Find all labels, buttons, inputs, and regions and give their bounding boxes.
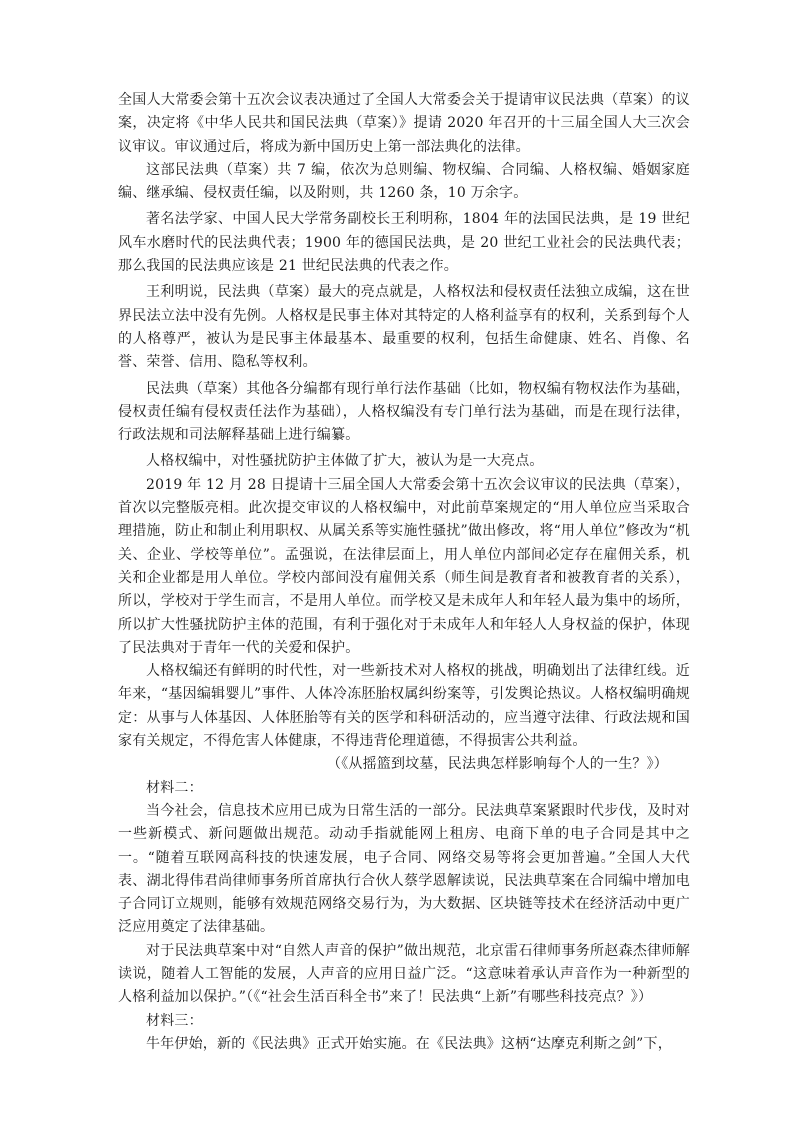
paragraph: 全国人大常委会第十五次会议表决通过了全国人大常委会关于提请审议民法典（草案）的议案，决定将《中华人民共和国民法典（草案）》提请 2020 年召开的十三届全国人大三次会议审议。审议通过后，将成为新中国历史上第一部法典化的法律。 — [118, 92, 690, 155]
paragraph: 这部民法典（草案）共 7 编，依次为总则编、物权编、合同编、人格权编、婚姻家庭编、继承编、侵权责任编，以及附则，共 1260 条，10 万余字。 — [118, 161, 690, 202]
paragraph: 对于民法典草案中对“自然人声音的保护”做出规范，北京雷石律师事务所赵森杰律师解读说，随着人工智能的发展，人声音的应用日益广泛。“这意味着承认声音作为一种新型的人格利益加以保护。”（《“社会生活百科全书”来了！民法典“上新”有哪些科技亮点？》） — [118, 942, 690, 1006]
paragraph: 2019 年 12 月 28 日提请十三届全国人大常委会第十五次会议审议的民法典（草案），首次以完整版亮相。此次提交审议的人格权编中，对此前草案规定的“用人单位应当采取合理措施，防止和制止利用职权、从属关系等实施性骚扰”做出修改，将“用人单位”修改为“机关、企业、学校等单位”。孟强说，在法律层面上，用人单位内部间必定存在雇佣关系，机关和企业都是用人单位。学校内部间没有雇佣关系（师生间是教育者和被教育者的关系），所以，学校对于学生而言，不是用人单位。而学校又是未成年人和年轻人最为集中的场所，所以扩大性骚扰防护主体的范围，有利于强化对于未成年人和年轻人人身权益的保护，体现了民法典对于青年一代的关爱和保护。 — [118, 476, 690, 656]
paragraph: 人格权编中，对性骚扰防护主体做了扩大，被认为是一大亮点。 — [146, 453, 544, 470]
paragraph: 民法典（草案）其他各分编都有现行单行法作基础（比如，物权编有物权法作为基础，侵权责任编有侵权责任法作为基础），人格权编没有专门单行法为基础，而是在现行法律，行政法规和司法解释基础上进行编纂。 — [118, 380, 690, 444]
document-page — [118, 89, 690, 1056]
paragraph: 人格权编还有鲜明的时代性，对一些新技术对人格权的挑战，明确划出了法律红线。近年来，“基因编辑婴儿”事件、人体冷冻胚胎权属纠纷案等，引发舆论热议。人格权编明确规定：从事与人体基因、人体胚胎等有关的医学和科研活动的，应当遵守法律、行政法规和国家有关规定，不得危害人体健康，不得违背伦理道德，不得损害公共利益。 — [118, 663, 690, 750]
paragraph: 著名法学家、中国人民大学常务副校长王利明称，1804 年的法国民法典，是 19 世纪风车水磨时代的民法典代表；1900 年的德国民法典，是 20 世纪工业社会的民法典代表；那么我国的民法典应该是 21 世纪民法典的代表之作。 — [118, 211, 690, 275]
paragraph: 当今社会，信息技术应用已成为日常生活的一部分。民法典草案紧跟时代步伐，及时对一些新模式、新问题做出规范。动动手指就能网上租房、电商下单的电子合同是其中之一。“随着互联网高科技的快速发展，电子合同、网络交易等将会更加普遍。”全国人大代表、湖北得伟君尚律师事务所首席执行合伙人蔡学恩解读说，民法典草案在合同编中增加电子合同订立规则，能够有效规范网络交易行为，为大数据、区块链等技术在经济活动中更广泛应用奠定了法律基础。 — [118, 802, 690, 936]
paragraph: 王利明说，民法典（草案）最大的亮点就是，人格权法和侵权责任法独立成编，这在世界民法立法中没有先例。人格权是民事主体对其特定的人格利益享有的权利，关系到每个人的人格尊严，被认为是民事主体最基本、最重要的权利，包括生命健康、姓名、肖像、名誉、荣誉、信用、隐私等权利。 — [118, 284, 690, 371]
material-label: 材料三： — [146, 1012, 203, 1029]
source-citation: （《从摇篮到坟墓，民法典怎样影响每个人的一生？》） — [327, 756, 668, 773]
paragraph: 牛年伊始，新的《民法典》正式开始实施。在《民法典》这柄“达摩克利斯之剑”下， — [146, 1035, 672, 1052]
material-label: 材料二： — [146, 779, 203, 796]
